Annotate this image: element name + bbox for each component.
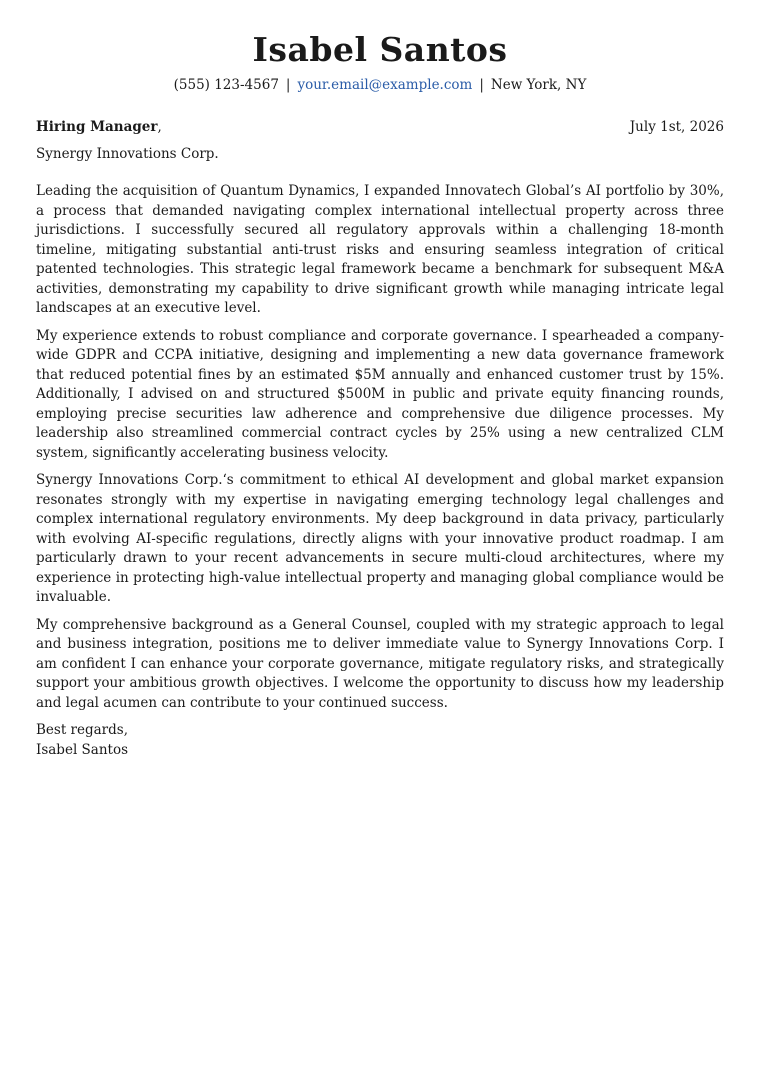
letter-body — [36, 182, 724, 713]
separator: | — [285, 77, 291, 93]
body-paragraph: My experience extends to robust compliance and corporate governance. I spearheaded a company-wide GDPR and CCPA initiative, designing and implementing a new data governance framework that reduced potential fines by an estimated $5M annually and enhanced customer trust by 15%. Additionally, I advised on and structured $500M in public and private equity financing rounds, employing precise securities law adherence and comprehensive due diligence processes. My leadership also streamlined commercial contract cycles by 25% using a new centralized CLM system, significantly accelerating business velocity. — [36, 327, 724, 461]
body-paragraph: Synergy Innovations Corp.‘s commitment to ethical AI development and global market expansion resonates strongly with my expertise in navigating emerging technology legal challenges and complex international regulatory environments. My deep background in data privacy, particularly with evolving AI-specific regulations, directly aligns with your innovative product roadmap. I am particularly drawn to your recent advancements in secure multi-cloud architectures, where my experience in protecting high-value intellectual property and managing global compliance would be invaluable. — [36, 472, 724, 605]
recipient-punctuation: , — [157, 119, 162, 135]
body-paragraph: My comprehensive background as a General Counsel, coupled with my strategic approach to legal and business integration, positions me to deliver immediate value to Synergy Innovations Corp. I am confident I can enhance your corporate governance, mitigate regulatory risks, and strategically support your ambitious growth objectives. I welcome the opportunity to discuss how my leadership and legal acumen can contribute to your continued success. — [36, 616, 724, 711]
letter-closing — [36, 721, 724, 760]
contact-line — [36, 76, 724, 94]
recipient-company: Synergy Innovations Corp. — [36, 146, 219, 162]
recipient-date-row — [36, 118, 724, 136]
recipient-line — [36, 118, 162, 136]
signature-name: Isabel Santos — [36, 741, 129, 758]
closing-salutation: Best regards, — [36, 722, 129, 738]
phone-number: (555) 123-4567 — [173, 77, 279, 93]
location: New York, NY — [490, 77, 587, 93]
email-link[interactable]: your.email@example.com — [297, 77, 473, 93]
applicant-name: Isabel Santos — [252, 30, 508, 69]
recipient-name: Hiring Manager — [36, 119, 158, 135]
separator: | — [479, 77, 484, 93]
body-paragraph: Leading the acquisition of Quantum Dynamics, I expanded Innovatech Global’s AI portfolio by 30%, a process that demanded navigating complex international intellectual property across three jurisdictions. I successfully secured all regulatory approvals within a challenging 18-month timeline, mitigating substantial anti-trust risks and ensuring seamless integration of critical patented technologies. This strategic legal framework became a benchmark for subsequent M&A activities, demonstrating my capability to drive significant growth while managing intricate legal landscapes at an executive level. — [36, 183, 724, 316]
letter-date: July 1st, 2026 — [629, 119, 724, 135]
cover-letter-page — [36, 0, 724, 760]
